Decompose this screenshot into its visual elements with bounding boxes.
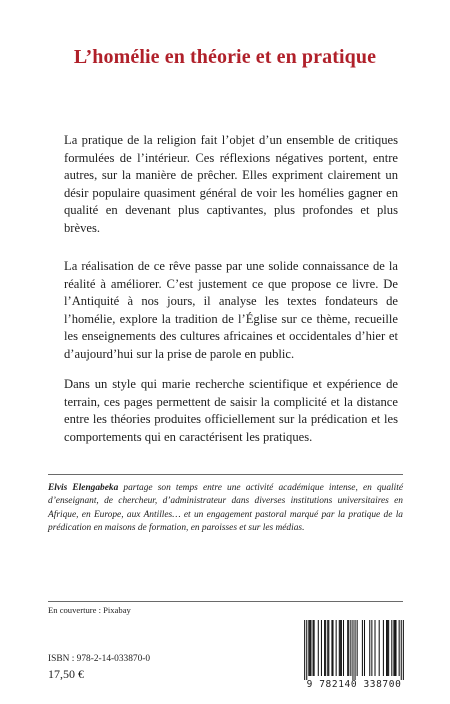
barcode-bar [343, 620, 344, 676]
isbn: ISBN : 978-2-14-033870-0 [48, 654, 151, 664]
divider-top [48, 474, 403, 475]
barcode-bar [399, 620, 400, 676]
barcode-bar [403, 620, 404, 680]
barcode-bar [331, 620, 332, 676]
price: 17,50 € [48, 667, 84, 681]
divider-bottom [48, 601, 403, 602]
barcode-bar [401, 620, 402, 680]
barcode-bar [328, 620, 329, 676]
barcode-bar [357, 620, 358, 676]
barcode-bar [309, 620, 310, 676]
barcode-bar [314, 620, 315, 676]
barcode-bar [347, 620, 348, 676]
barcode-bar [327, 620, 328, 676]
barcode-bar [340, 620, 341, 676]
blurb-paragraph-3: Dans un style qui marie recherche scientifique et expérience de terrain, ces pages permettent de saisir la complicité et la distance entre les théories produites officiellement sur la prédication et les comportements qui en caractérisent les pratiques. [64, 377, 398, 444]
barcode-bar [308, 620, 309, 676]
barcode-bar [304, 620, 305, 680]
barcode-bar [371, 620, 372, 676]
barcode-bar [364, 620, 365, 676]
barcode-bar [310, 620, 311, 676]
author-name: Elvis Elengabeka [48, 483, 119, 493]
barcode-digits: 9 782140 338700 [306, 679, 402, 690]
barcode-bar [383, 620, 384, 676]
barcode-bar [379, 620, 380, 676]
author-bio-text: partage son temps entre une activité académique intense, en qualité d’enseignant, de chercheur, d’administrateur dans diverses institutions universitaires en Afrique, en Europe, aux Antilles… et un engagement pastoral marqué par la pratique de la prédication en maisons de formation, en paroisses et sur les médias. [48, 483, 403, 534]
blurb-paragraph-2: La réalisation de ce rêve passe par une solide connaissance de la réalité à améliorer. C’est justement ce que propose ce livre. De l’Antiquité à nos jours, il analyse les textes fondateurs de l’homélie, explore la tradition de l’Église sur ce thème, recueille les enseignements des cultures africaines et occidentales d’hier et d’aujourd’hui sur la prise de parole en public. [64, 259, 398, 361]
barcode-bar [395, 620, 396, 676]
author-bio [48, 482, 403, 536]
barcode-bar [393, 620, 394, 676]
barcode-bar [369, 620, 370, 676]
barcode-bar [321, 620, 322, 676]
barcode-bar [362, 620, 363, 676]
barcode-bar [391, 620, 392, 676]
barcode-bar [386, 620, 387, 676]
barcode-bar [394, 620, 395, 676]
barcode-bar [324, 620, 325, 676]
barcode [298, 618, 410, 692]
barcode-bar [325, 620, 326, 676]
cover-credit: En couverture : Pixabay [48, 605, 131, 615]
book-title: L’homélie en théorie et en pratique [73, 46, 377, 68]
barcode-bar [352, 620, 353, 680]
barcode-bar [332, 620, 333, 676]
barcode-bars [298, 618, 410, 680]
blurb-paragraph-1: La pratique de la religion fait l’objet d’un ensemble de critiques formulées de l’intérieur. Ces réflexions négatives portent, entre autres, sur la manière de prêcher. Elles expriment clairement un désir populaire quasiment général de voir les homélies gagner en qualité en devenant plus captivantes, plus profondes et plus brèves. [64, 133, 398, 235]
barcode-bar [341, 620, 342, 676]
barcode-bar [336, 620, 337, 676]
barcode-bar [388, 620, 389, 676]
barcode-bar [350, 620, 351, 676]
barcode-bar [313, 620, 314, 676]
barcode-bar [374, 620, 375, 676]
barcode-bar [355, 620, 356, 680]
barcode-bar [306, 620, 307, 680]
barcode-bar [339, 620, 340, 676]
barcode-bar [318, 620, 319, 676]
barcode-bar [348, 620, 349, 676]
barcode-bar [387, 620, 388, 676]
